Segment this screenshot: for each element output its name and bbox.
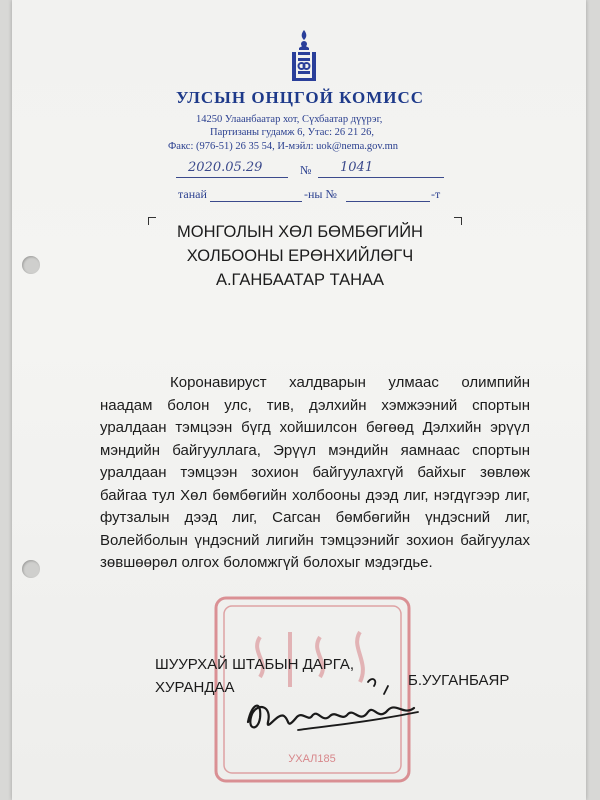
- signatory-title-line-2: ХУРАНДАА: [155, 679, 235, 696]
- recipient-line-1: МОНГОЛЫН ХӨЛ БӨМБӨГИЙН: [177, 223, 423, 241]
- date-underline: [176, 177, 288, 178]
- letter-date: 2020.05.29: [188, 160, 263, 175]
- signatory-title-line-1: ШУУРХАЙ ШТАБЫН ДАРГА,: [155, 656, 355, 673]
- recipient-block: [90, 220, 510, 292]
- reply-date-underline: [210, 201, 302, 202]
- reply-label-1: танай: [178, 187, 207, 201]
- handwritten-signature: [238, 672, 438, 752]
- letter-number: 1041: [340, 160, 374, 175]
- stamp-code: УХАЛ185: [288, 753, 336, 765]
- punch-hole-top: [22, 256, 40, 274]
- reply-label-3: -т: [431, 187, 441, 201]
- reply-label-2: -ны №: [304, 187, 337, 201]
- number-label: №: [300, 163, 312, 177]
- soyombo-emblem-icon: [288, 28, 320, 84]
- signatory-name: Б.УУГАНБАЯР: [408, 672, 510, 689]
- reply-number-underline: [346, 201, 430, 202]
- punch-hole-bottom: [22, 560, 40, 578]
- recipient-line-2: ХОЛБООНЫ ЕРӨНХИЙЛӨГЧ: [186, 247, 414, 265]
- recipient-line-3: А.ГАНБААТАР ТАНАА: [215, 271, 385, 289]
- number-underline: [318, 177, 444, 178]
- organization-title: УЛСЫН ОНЦГОЙ КОМИСС: [175, 88, 425, 107]
- address-line-3: Факс: (976-51) 26 35 54, И-мэйл: uok@nema.gov.mn: [168, 141, 399, 152]
- address-line-2: Партизаны гудамж 6, Утас: 26 21 26,: [210, 127, 374, 138]
- address-line-1: 14250 Улаанбаатар хот, Сүхбаатар дүүрэг,: [196, 114, 383, 125]
- letter-body: Коронавируст халдварын улмаас олимпийн наадам болон улс, тив, дэлхийн хэмжээний спортын уралдаан тэмцээн бүгд хойшилсон бөгөөд Дэлхийн эрүүл мэндийн байгууллага, Эрүүл мэндийн яамнаас спортын уралдаан тэмцээн зохион байгуулахгүй байхыг зөвлөж байгаа тул Хөл бөмбөгийн холбооны дээд лиг, нэгдүгээр лиг, футзалын дээд лиг, Сагсан бөмбөгийн үндэсний лиг, Волейболын үндэсний лигийн тэмцээнийг зохион байгуулах зөвшөөрөл олгох боломжгүй болохыг мэдэгдье.: [100, 374, 530, 571]
